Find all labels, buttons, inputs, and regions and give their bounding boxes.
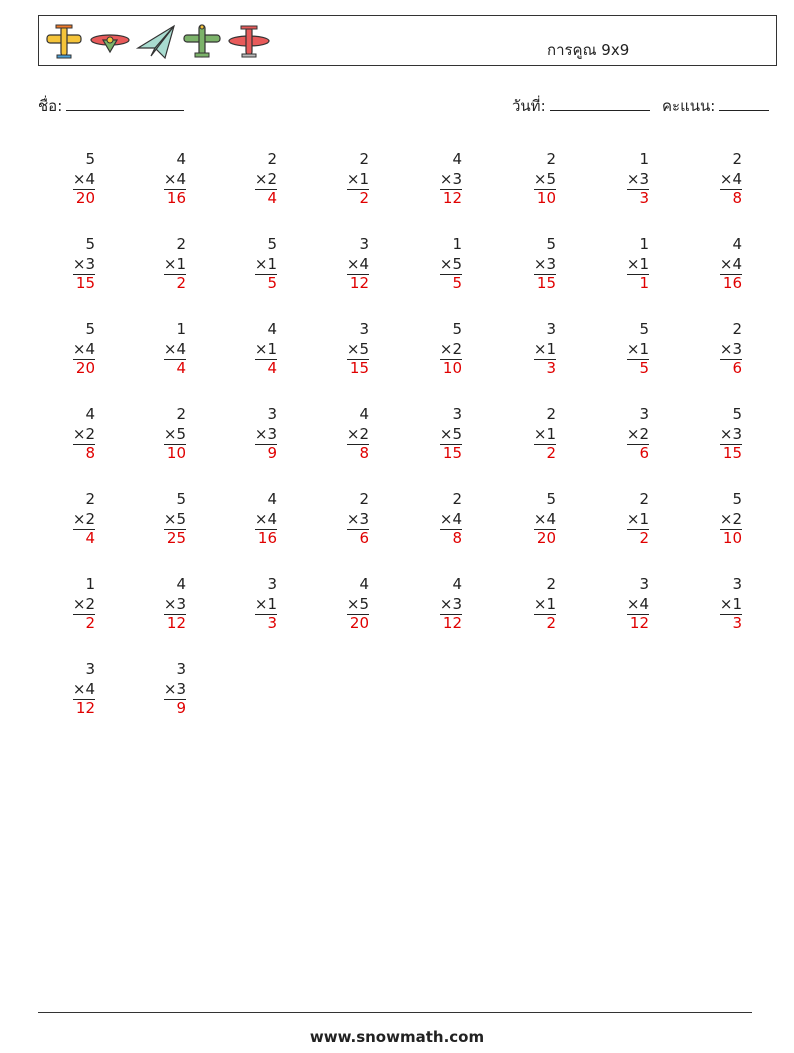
problem-item [589,235,649,294]
answer: 4 [176,359,186,377]
problem-item [35,575,95,634]
multiplier: ×3 [720,340,742,361]
multiplicand: 4 [452,150,462,168]
answer: 3 [546,359,556,377]
problem-item [402,235,462,294]
multiplier: ×1 [534,425,556,446]
answer: 20 [75,359,95,377]
multiplier: ×4 [73,340,95,361]
problem-item [682,490,742,549]
multiplier: ×2 [73,510,95,531]
answer: 5 [452,274,462,292]
multiplicand: 3 [176,660,186,678]
multiplier: ×2 [627,425,649,446]
answer: 16 [257,529,277,547]
problem-item [217,490,277,549]
footer-divider [38,1012,752,1013]
answer: 2 [546,614,556,632]
yellow-biplane-icon [43,22,85,62]
multiplier: ×3 [164,680,186,701]
answer: 2 [176,274,186,292]
answer: 4 [267,359,277,377]
answer: 2 [359,189,369,207]
multiplicand: 2 [639,490,649,508]
multiplier: ×2 [73,425,95,446]
answer: 9 [176,699,186,717]
problem-item [309,320,369,379]
problem-item [126,235,186,294]
answer: 10 [536,189,556,207]
multiplicand: 2 [85,490,95,508]
problem-item [402,490,462,549]
red-propeller-plane-icon [227,22,271,62]
problem-item [682,575,742,634]
answer: 3 [732,614,742,632]
multiplier: ×4 [347,255,369,276]
name-field [38,94,184,118]
problem-item [589,575,649,634]
score-field [662,94,769,118]
multiplicand: 2 [359,150,369,168]
multiplier: ×3 [255,425,277,446]
problem-item [402,320,462,379]
multiplicand: 5 [639,320,649,338]
problem-item [217,150,277,209]
multiplicand: 2 [732,150,742,168]
date-field [512,94,650,118]
multiplier: ×4 [440,510,462,531]
answer: 12 [349,274,369,292]
multiplicand: 5 [732,490,742,508]
multiplicand: 3 [267,405,277,423]
multiplicand: 3 [359,320,369,338]
answer: 12 [166,614,186,632]
problem-item [496,320,556,379]
multiplicand: 1 [85,575,95,593]
multiplicand: 3 [546,320,556,338]
score-label: คะแนน: [662,97,716,115]
multiplicand: 5 [732,405,742,423]
problem-item [496,405,556,464]
answer: 8 [359,444,369,462]
multiplicand: 2 [452,490,462,508]
answer: 12 [629,614,649,632]
multiplicand: 5 [546,490,556,508]
problem-item [496,490,556,549]
multiplicand: 4 [267,320,277,338]
answer: 8 [732,189,742,207]
footer-site: www.snowmath.com [309,1028,485,1046]
multiplicand: 2 [732,320,742,338]
problem-item [309,490,369,549]
answer: 15 [536,274,556,292]
answer: 9 [267,444,277,462]
multiplicand: 1 [639,235,649,253]
multiplier: ×3 [720,425,742,446]
paper-plane-icon [135,22,177,62]
multiplicand: 5 [176,490,186,508]
multiplier: ×1 [347,170,369,191]
problem-item [217,575,277,634]
multiplicand: 3 [267,575,277,593]
problem-item [682,320,742,379]
date-label: วันที่: [512,97,546,115]
problem-item [402,575,462,634]
problem-item [496,150,556,209]
answer: 15 [75,274,95,292]
multiplier: ×1 [627,340,649,361]
answer: 6 [359,529,369,547]
multiplier: ×1 [164,255,186,276]
problem-item [402,405,462,464]
problem-item [35,490,95,549]
answer: 3 [639,189,649,207]
worksheet-header [38,15,777,66]
problem-item [309,235,369,294]
multiplicand: 2 [546,405,556,423]
multiplier: ×3 [534,255,556,276]
multiplier: ×4 [164,170,186,191]
multiplicand: 4 [732,235,742,253]
multiplicand: 2 [546,150,556,168]
answer: 2 [546,444,556,462]
problem-item [496,575,556,634]
green-plane-icon [181,22,223,62]
multiplier: ×5 [347,340,369,361]
multiplier: ×1 [534,595,556,616]
multiplicand: 2 [546,575,556,593]
problem-item [309,575,369,634]
multiplicand: 3 [639,575,649,593]
multiplier: ×1 [627,255,649,276]
multiplier: ×3 [347,510,369,531]
answer: 6 [639,444,649,462]
answer: 12 [75,699,95,717]
multiplier: ×4 [255,510,277,531]
multiplicand: 4 [359,575,369,593]
answer: 12 [442,614,462,632]
multiplier: ×3 [440,170,462,191]
header-icons [43,22,271,62]
problem-item [217,235,277,294]
multiplier: ×2 [440,340,462,361]
answer: 25 [166,529,186,547]
multiplicand: 4 [359,405,369,423]
answer: 4 [267,189,277,207]
multiplier: ×4 [720,255,742,276]
multiplier: ×4 [73,680,95,701]
problem-item [35,405,95,464]
problem-item [126,405,186,464]
multiplicand: 4 [452,575,462,593]
multiplicand: 2 [176,235,186,253]
answer: 20 [349,614,369,632]
answer: 2 [85,614,95,632]
multiplicand: 3 [639,405,649,423]
problem-item [35,660,95,719]
answer: 5 [267,274,277,292]
worksheet-title: การคูณ 9x9 [547,41,630,59]
answer: 16 [166,189,186,207]
multiplicand: 2 [267,150,277,168]
multiplicand: 5 [452,320,462,338]
answer: 10 [166,444,186,462]
multiplier: ×1 [627,510,649,531]
problem-item [589,490,649,549]
date-blank[interactable] [550,96,650,111]
multiplicand: 3 [452,405,462,423]
answer: 20 [536,529,556,547]
answer: 1 [639,274,649,292]
multiplicand: 2 [176,405,186,423]
multiplier: ×1 [255,340,277,361]
multiplier: ×2 [347,425,369,446]
answer: 2 [639,529,649,547]
multiplicand: 1 [176,320,186,338]
name-blank[interactable] [66,96,184,111]
answer: 15 [349,359,369,377]
multiplier: ×3 [440,595,462,616]
multiplicand: 1 [639,150,649,168]
multiplicand: 5 [546,235,556,253]
multiplier: ×4 [73,170,95,191]
multiplicand: 3 [732,575,742,593]
problem-item [682,405,742,464]
multiplicand: 1 [452,235,462,253]
multiplier: ×5 [440,255,462,276]
multiplicand: 4 [176,150,186,168]
answer: 8 [85,444,95,462]
multiplier: ×5 [534,170,556,191]
multiplier: ×4 [164,340,186,361]
problem-item [589,320,649,379]
multiplier: ×5 [164,425,186,446]
multiplier: ×1 [534,340,556,361]
problem-item [309,150,369,209]
multiplier: ×5 [347,595,369,616]
problem-item [402,150,462,209]
answer: 4 [85,529,95,547]
multiplier: ×2 [255,170,277,191]
multiplier: ×5 [164,510,186,531]
name-label: ชื่อ: [38,97,63,115]
problem-item [682,150,742,209]
multiplicand: 4 [85,405,95,423]
answer: 6 [732,359,742,377]
problem-item [126,320,186,379]
problem-item [682,235,742,294]
multiplier: ×3 [164,595,186,616]
answer: 20 [75,189,95,207]
answer: 10 [442,359,462,377]
multiplicand: 5 [85,150,95,168]
red-plane-icon [89,22,131,62]
multiplicand: 2 [359,490,369,508]
multiplier: ×5 [440,425,462,446]
multiplicand: 5 [267,235,277,253]
answer: 12 [442,189,462,207]
problem-item [126,490,186,549]
answer: 15 [722,444,742,462]
multiplier: ×3 [627,170,649,191]
problem-item [309,405,369,464]
problem-item [126,575,186,634]
problem-item [126,150,186,209]
answer: 3 [267,614,277,632]
multiplier: ×1 [720,595,742,616]
multiplicand: 4 [267,490,277,508]
problem-item [217,405,277,464]
multiplier: ×1 [255,255,277,276]
answer: 8 [452,529,462,547]
problem-item [35,320,95,379]
multiplier: ×4 [534,510,556,531]
problem-item [217,320,277,379]
problem-item [35,235,95,294]
answer: 10 [722,529,742,547]
score-blank[interactable] [719,96,769,111]
problem-item [589,405,649,464]
multiplier: ×4 [627,595,649,616]
problem-item [35,150,95,209]
multiplicand: 3 [359,235,369,253]
problem-item [496,235,556,294]
answer: 16 [722,274,742,292]
multiplicand: 3 [85,660,95,678]
multiplier: ×3 [73,255,95,276]
answer: 15 [442,444,462,462]
multiplier: ×4 [720,170,742,191]
problem-item [126,660,186,719]
multiplicand: 5 [85,320,95,338]
multiplier: ×1 [255,595,277,616]
multiplier: ×2 [73,595,95,616]
problem-item [589,150,649,209]
answer: 5 [639,359,649,377]
multiplicand: 4 [176,575,186,593]
multiplier: ×2 [720,510,742,531]
multiplicand: 5 [85,235,95,253]
